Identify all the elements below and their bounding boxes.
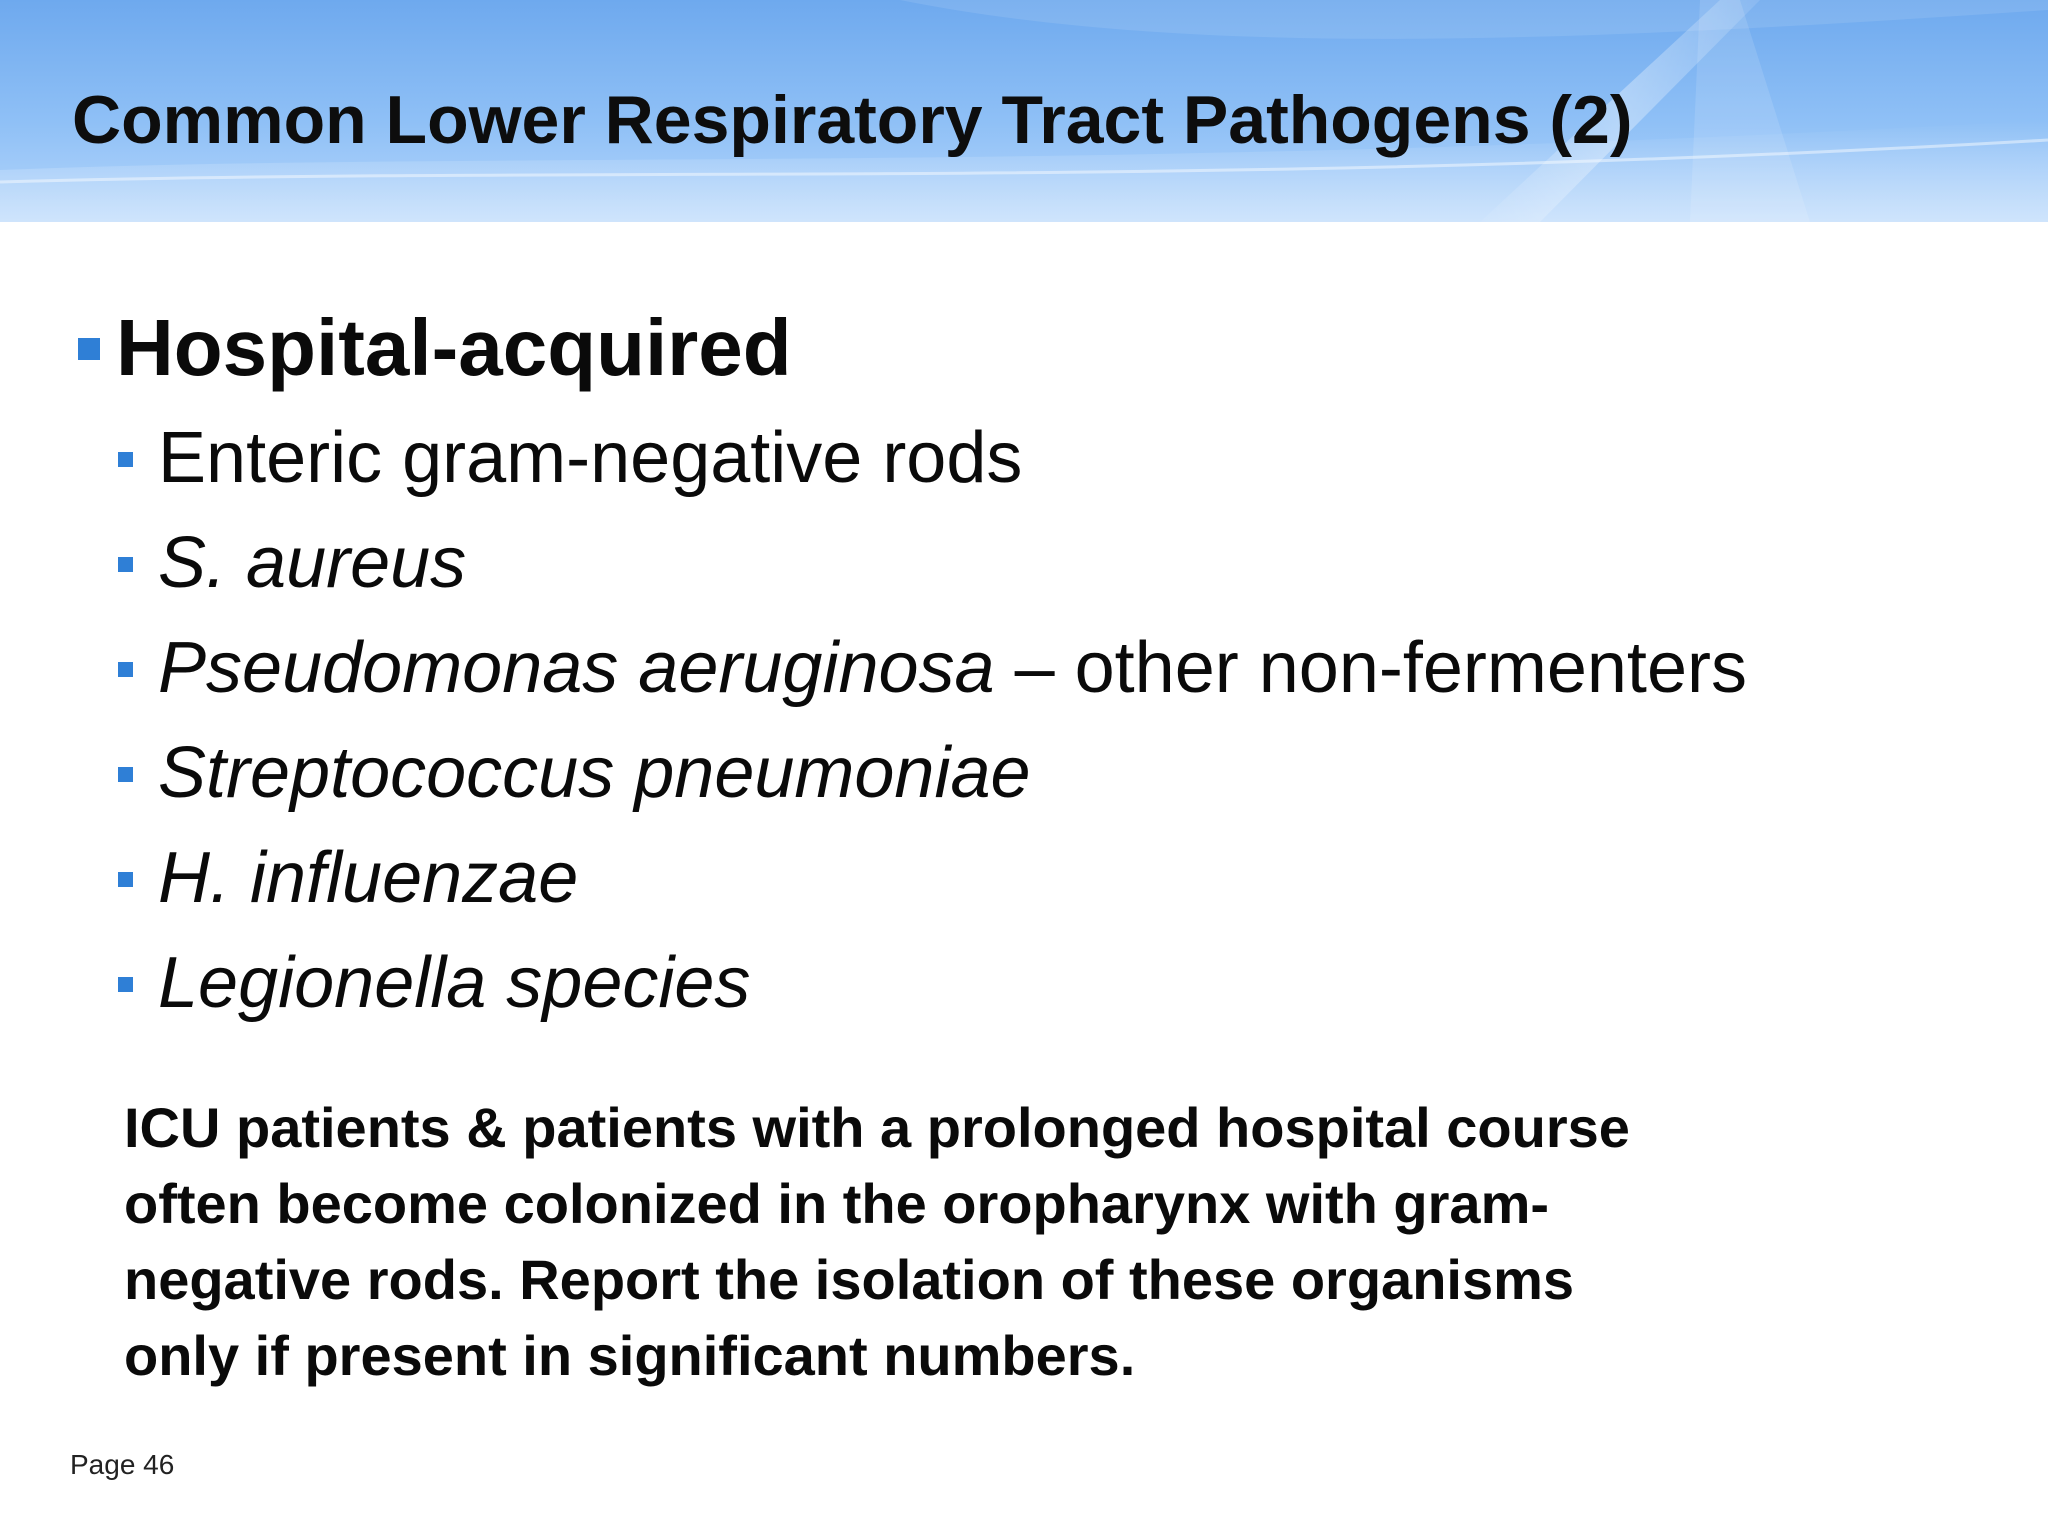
bullet-icon xyxy=(118,872,133,887)
list-item-text xyxy=(158,830,578,926)
level1-heading: Hospital-acquired xyxy=(116,303,792,392)
list-item-text xyxy=(158,620,1747,716)
bullet-icon xyxy=(118,977,133,992)
list-item xyxy=(118,620,1968,716)
list-item xyxy=(118,935,1968,1031)
list-item-text xyxy=(158,935,750,1031)
page-number: Page 46 xyxy=(70,1449,175,1480)
note-line: only if present in significant numbers. xyxy=(124,1324,1136,1387)
note-line: often become colonized in the oropharynx with gram- xyxy=(124,1172,1550,1235)
list-item-text xyxy=(158,515,466,611)
bullet-icon xyxy=(118,452,133,467)
list-item-italic: Streptococcus pneumoniae xyxy=(158,733,1031,813)
list-item xyxy=(118,725,1968,821)
list-item-text xyxy=(158,410,1022,506)
list-item-italic: H. influenzae xyxy=(158,838,579,918)
note-line: negative rods. Report the isolation of these organisms xyxy=(124,1248,1575,1311)
list-item xyxy=(118,830,1968,926)
level1-bullet-icon xyxy=(78,338,100,360)
bullet-icon xyxy=(118,767,133,782)
slide-title: Common Lower Respiratory Tract Pathogens (2) xyxy=(72,82,1633,158)
list-item-normal: – other non-fermenters xyxy=(994,628,1747,708)
list-item-italic: Legionella species xyxy=(158,943,751,1023)
list-item-italic: Pseudomonas aeruginosa xyxy=(158,628,995,708)
list-item-text xyxy=(158,725,1031,821)
list-item-italic: S. aureus xyxy=(158,523,467,603)
list-item-normal: Enteric gram-negative rods xyxy=(158,418,1023,498)
note-paragraph xyxy=(124,1090,1884,1394)
bullet-icon xyxy=(118,662,133,677)
list-item xyxy=(118,515,1968,611)
note-line: ICU patients & patients with a prolonged hospital course xyxy=(124,1096,1630,1159)
bullet-icon xyxy=(118,557,133,572)
list-item xyxy=(118,410,1968,506)
